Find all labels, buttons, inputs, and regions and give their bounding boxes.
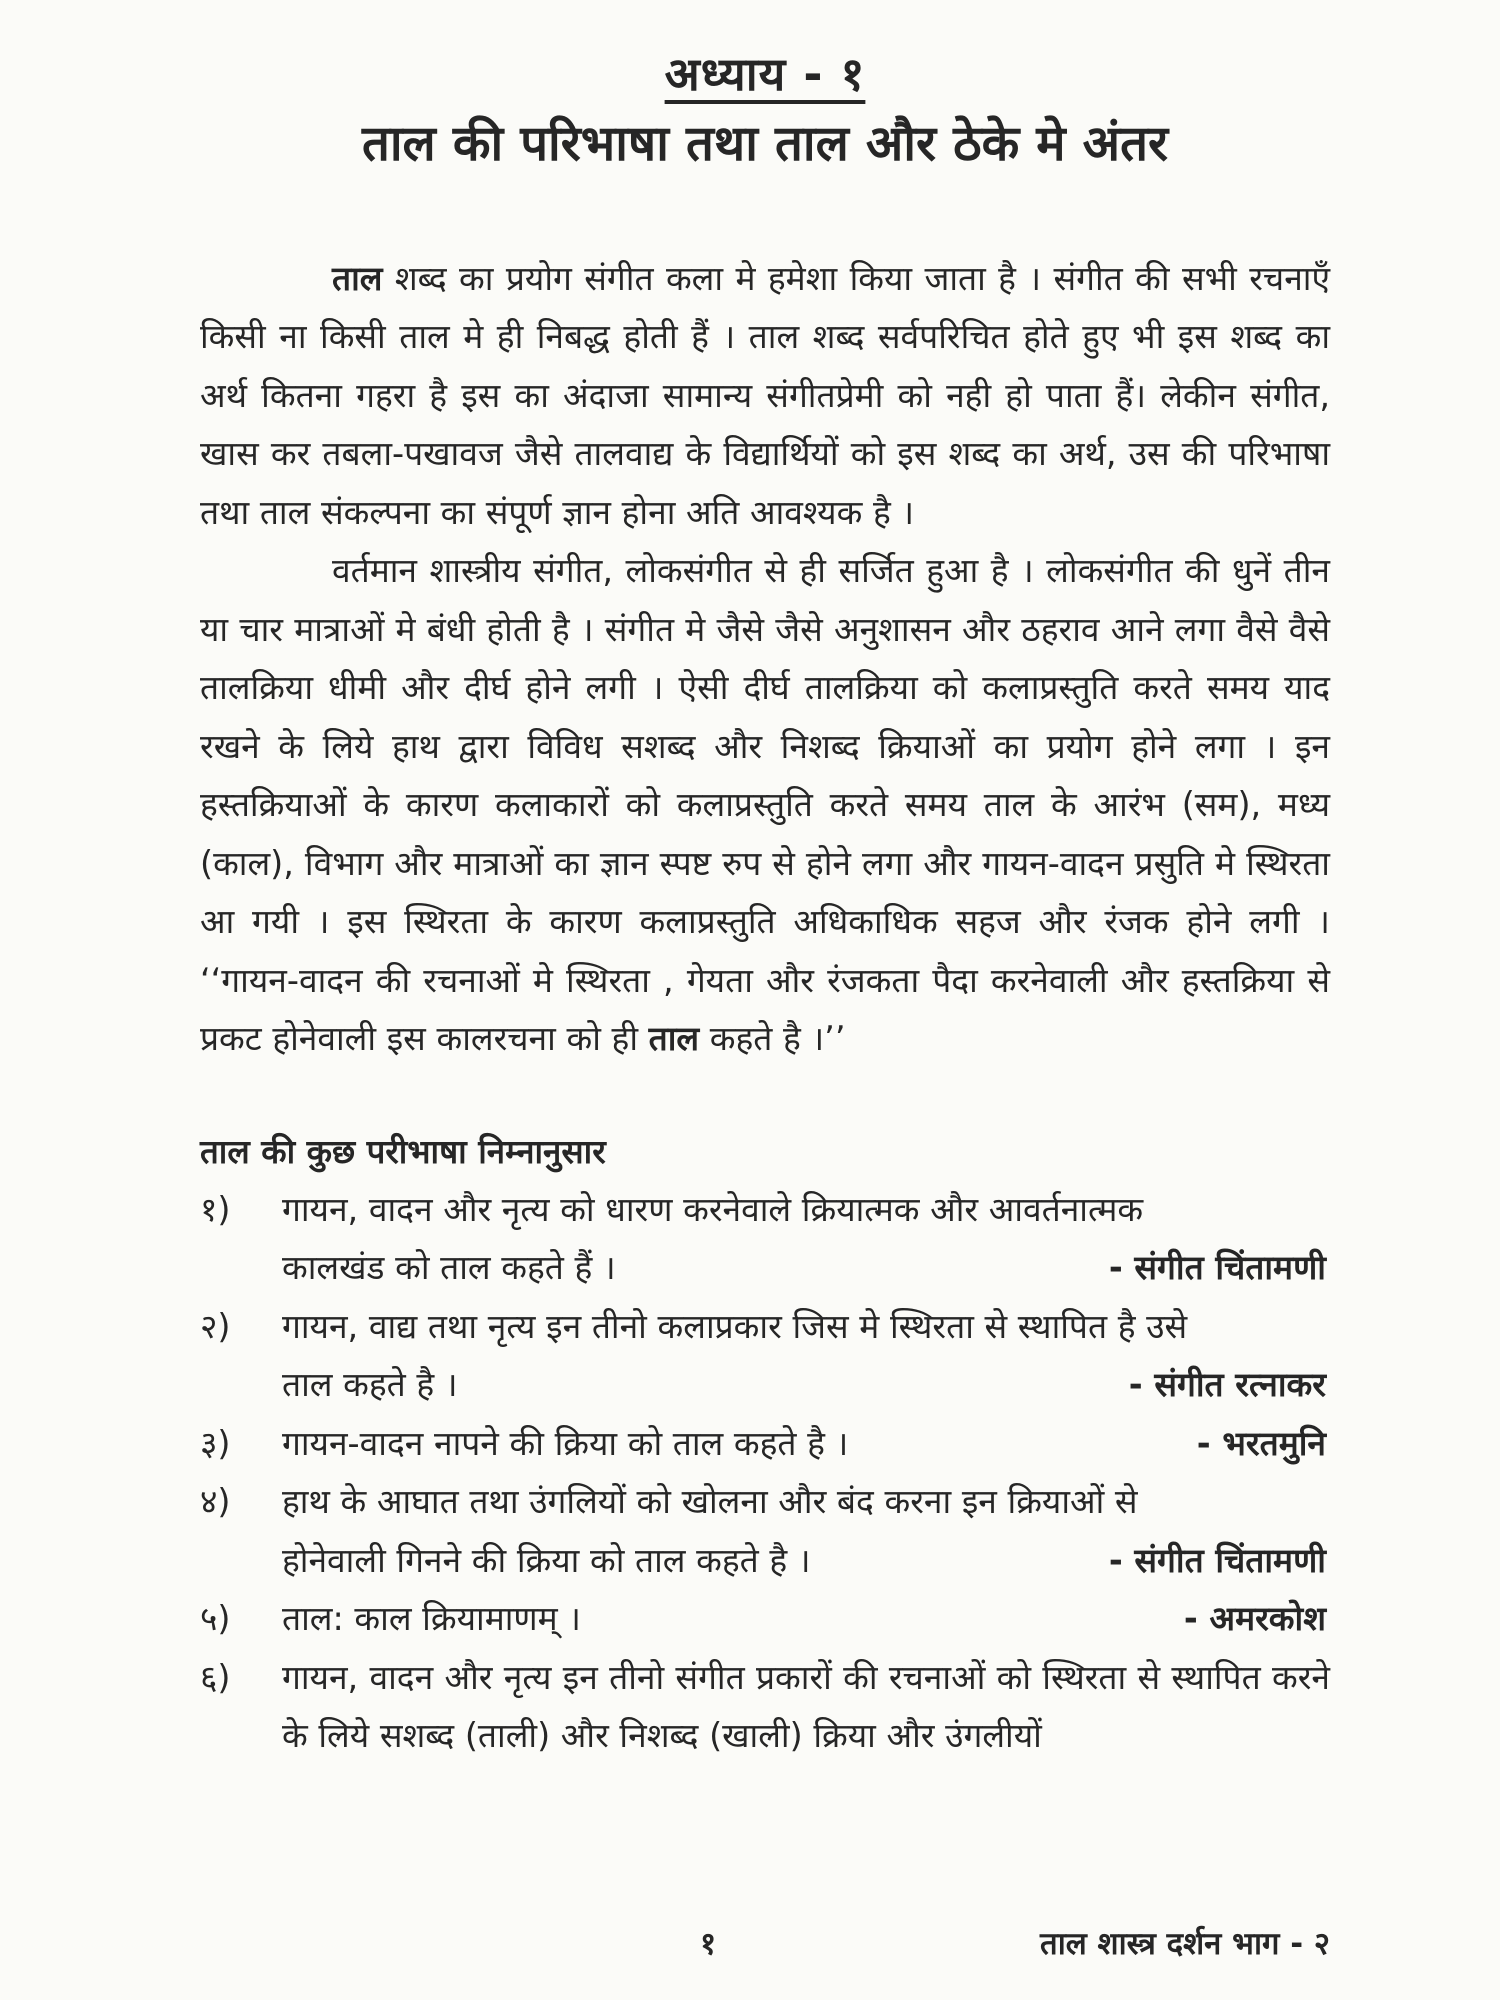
chapter-heading xyxy=(200,48,1330,101)
definition-item-3 xyxy=(200,1415,1330,1474)
paragraph-2-text-before: वर्तमान शास्त्रीय संगीत, लोकसंगीत से ही सर्जित हुआ है । लोकसंगीत की धुनें तीन या चार मात्राओं मे बंधी होती है । संगीत मे जैसे जैसे अनुशासन और ठहराव आने लगा वैसे वैसे तालक्रिया धीमी और दीर्घ होने लगी । ऐसी दीर्घ तालक्रिया को कलाप्रस्तुति करते समय याद रखने के लिये हाथ द्वारा विविध सशब्द और निशब्द क्रियाओं का प्रयोग होने लगा । इन हस्तक्रियाओं के कारण कलाकारों को कलाप्रस्तुति करते समय ताल के आरंभ (सम), मध्य (काल), विभाग और मात्राओं का ज्ञान स्पष्ट रुप से होने लगा और गायन-वादन प्रसुति मे स्थिरता आ गयी । इस स्थिरता के कारण कलाप्रस्तुति अधिकाधिक सहज और रंजक होने लगी । ‘‘गायन-वादन की रचनाओं मे स्थिरता , गेयता और रंजकता पैदा करनेवाली और हस्तक्रिया से प्रकट होनेवाली इस कालरचना को ही xyxy=(200,551,1330,1059)
definition-source: - अमरकोश xyxy=(1183,1599,1326,1639)
definition-last-line: गायन-वादन नापने की क्रिया को ताल कहते है । xyxy=(282,1423,849,1463)
paragraph-2-text-after: कहते है ।’’ xyxy=(699,1019,846,1059)
definition-source: - संगीत रत्नाकर xyxy=(1128,1365,1326,1405)
book-title: ताल शास्त्र दर्शन भाग - २ xyxy=(1040,1926,1330,1962)
paragraph-2-bold: ताल xyxy=(648,1019,700,1059)
definition-source: - संगीत चिंतामणी xyxy=(1108,1540,1326,1580)
definition-last-line: कालखंड को ताल कहते हैं । xyxy=(282,1248,616,1288)
definition-text: गायन, वादन और नृत्य को धारण करनेवाले क्रियात्मक और आवर्तनात्मक xyxy=(282,1189,1144,1229)
definition-number: ६) xyxy=(200,1657,231,1697)
definition-source: - भरतमुनि xyxy=(1196,1423,1326,1463)
paragraph-1-text: शब्द का प्रयोग संगीत कला मे हमेशा किया जाता है । संगीत की सभी रचनाएँ किसी ना किसी ताल मे ही निबद्ध होती हैं । ताल शब्द सर्वपरिचित होते हुए भी इस शब्द का अर्थ कितना गहरा है इस का अंदाजा सामान्य संगीतप्रेमी को नही हो पाता हैं। लेकीन संगीत, खास कर तबला-पखावज जैसे तालवाद्य के विद्यार्थियों को इस शब्द का अर्थ, उस की परिभाषा तथा ताल संकल्पना का संपूर्ण ज्ञान होना अति आवश्यक है । xyxy=(200,258,1330,532)
page-number: १ xyxy=(700,1926,717,1962)
chapter-heading-text: अध्याय - १ xyxy=(664,47,866,101)
definition-number: १) xyxy=(200,1189,231,1229)
definition-number: २) xyxy=(200,1306,231,1346)
definition-text: गायन, वाद्य तथा नृत्य इन तीनो कलाप्रकार जिस मे स्थिरता से स्थापित है उसे xyxy=(282,1306,1188,1346)
definitions-heading: ताल की कुछ परीभाषा निम्नानुसार xyxy=(200,1131,606,1171)
definition-number: ५) xyxy=(200,1599,231,1639)
definition-last-line: ताल: काल क्रियामाणम् । xyxy=(282,1599,582,1639)
paragraph-1-lead-bold: ताल xyxy=(332,258,383,298)
chapter-title: ताल की परिभाषा तथा ताल और ठेके मे अंतर xyxy=(361,114,1169,172)
paragraph-1 xyxy=(200,250,1330,543)
definition-item-6 xyxy=(200,1649,1330,1766)
definition-last-line: ताल कहते है । xyxy=(282,1365,458,1405)
definition-item-4 xyxy=(200,1473,1330,1590)
definition-item-2 xyxy=(200,1298,1330,1415)
definition-text: हाथ के आघात तथा उंगलियों को खोलना और बंद करना इन क्रियाओं से xyxy=(282,1482,1138,1522)
paragraph-2 xyxy=(200,542,1330,1069)
definition-item-1 xyxy=(200,1181,1330,1298)
definition-number: ४) xyxy=(200,1482,231,1522)
definition-text: गायन, वादन और नृत्य इन तीनो संगीत प्रकारों की रचनाओं को स्थिरता से स्थापित करने के लिये सशब्द (ताली) और निशब्द (खाली) क्रिया और उंगलीयों xyxy=(282,1657,1330,1756)
definitions-list xyxy=(200,1181,1330,1766)
definition-last-line: होनेवाली गिनने की क्रिया को ताल कहते है । xyxy=(282,1540,811,1580)
definition-source: - संगीत चिंतामणी xyxy=(1108,1248,1326,1288)
page-footer xyxy=(200,1922,1330,1972)
definition-item-5 xyxy=(200,1590,1330,1649)
definition-number: ३) xyxy=(200,1423,231,1463)
